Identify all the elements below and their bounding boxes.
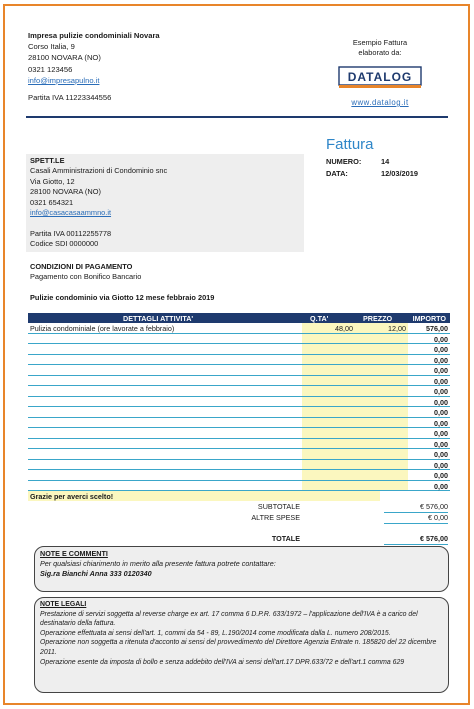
row-amount: 576,00 [426,324,448,333]
row-qty: 48,00 [302,323,355,333]
row-price [355,460,408,470]
row-amount: 0,00 [434,450,448,459]
total-divider [384,544,448,545]
subtotal-value: € 576,00 [420,502,448,511]
client-block [30,156,167,218]
sender-city: 28100 NOVARA (NO) [28,53,101,63]
subtotal-label: SUBTOTALE [257,502,300,511]
logo-url-link[interactable]: www.datalog.it [351,98,409,107]
legal-content [40,600,444,667]
row-price [355,355,408,365]
client-vat: Partita IVA 00112255778 [30,229,112,238]
row-description: Pulizia condominiale (ore lavorate a febbraio) [30,324,175,333]
legal-heading: NOTE LEGALI [40,601,87,608]
table-row [28,418,450,429]
row-price [355,407,408,417]
table-row [28,344,450,355]
extra-costs-value: € 0,00 [428,513,448,522]
row-qty [302,460,355,470]
invoice-number: 14 [381,157,390,166]
row-price [355,470,408,480]
row-qty [302,397,355,407]
table-header [28,313,450,323]
client-tax-block [30,229,111,250]
table-row [28,323,450,334]
table-row [28,428,450,439]
row-price [355,397,408,407]
invoice-meta [326,156,418,180]
legal-paragraph-4: Operazione esente da imposta di bollo e senza addebito dell'IVA ai sensi dell'art.17 DPR.633/72 e dell'art.1 comma 629 [40,658,405,666]
logo-caption-line2: elaborato da: [358,48,402,57]
invoice-title: Fattura [326,136,374,153]
legal-paragraph-1: Prestazione di servizi soggetta al reverse charge ex art. 17 comma 6 D.P.R. 633/1972 – l'applicazione dell'IVA è a carico del destinatario della fattura. [40,610,418,628]
table-row [28,397,450,408]
notes-heading: NOTE E COMMENTI [40,549,108,558]
table-row [28,355,450,366]
table-row [28,376,450,387]
row-amount: 0,00 [434,387,448,396]
row-amount: 0,00 [434,397,448,407]
client-sdi: Codice SDI 0000000 [30,239,99,249]
invoice-date: 12/03/2019 [381,169,418,178]
row-price [355,334,408,344]
items-table [28,313,450,491]
row-amount: 0,00 [434,418,448,428]
invoice-number-label: NUMERO: [326,157,362,166]
notes-line1: Per qualsiasi chiarimento in merito alla presente fattura potrete contattare: [40,559,276,568]
row-qty [302,334,355,344]
client-city: 28100 NOVARA (NO) [30,187,101,197]
client-phone: 0321 654321 [30,197,74,207]
logo-brand-text: DATALOG [347,70,413,84]
row-qty [302,376,355,386]
payment-text: Pagamento con Bonifico Bancario [30,272,142,282]
row-qty [302,428,355,438]
row-qty [302,407,355,417]
header-amount: IMPORTO [412,314,446,323]
client-heading: SPETT.LE [30,156,65,165]
total-label: TOTALE [271,534,300,543]
total-value: € 576,00 [420,534,448,543]
header-price: PREZZO [363,314,393,323]
row-qty [302,470,355,480]
sender-email-link[interactable]: info@impresapulno.it [28,75,100,85]
table-row [28,386,450,397]
extra-divider [384,523,448,524]
table-row [28,481,450,492]
row-amount: 0,00 [434,334,448,344]
row-amount: 0,00 [434,460,448,470]
header-divider [26,116,448,118]
row-qty [302,418,355,428]
payment-heading: CONDIZIONI DI PAGAMENTO [30,262,133,271]
notes-contact: Sig.ra Bianchi Anna 333 0120340 [40,569,152,578]
row-price [355,386,408,396]
table-row [28,470,450,481]
row-amount: 0,00 [434,355,448,365]
row-price [355,344,408,354]
table-body [28,323,450,491]
row-price [355,481,408,491]
client-name: Casali Amministrazioni di Condominio snc [30,166,168,176]
row-amount: 0,00 [434,471,448,480]
row-price [355,428,408,438]
sender-block [28,30,160,86]
row-amount: 0,00 [434,366,448,375]
row-qty [302,365,355,375]
logo-caption [330,38,430,58]
table-row [28,439,450,450]
sender-vat: Partita IVA 11223344556 [28,93,112,102]
row-price: 12,00 [355,323,408,333]
datalog-logo [337,63,424,93]
table-row [28,449,450,460]
logo-caption-line1: Esempio Fattura [352,38,408,47]
row-price [355,418,408,428]
table-row [28,407,450,418]
row-qty [302,449,355,459]
client-email-link[interactable]: info@casacasaammno.it [30,208,112,218]
row-qty [302,355,355,365]
row-amount: 0,00 [434,345,448,354]
row-amount: 0,00 [434,481,448,491]
legal-paragraph-2: Operazione effettuata ai sensi dell'art. 1, commi da 54 - 89, L.190/2014 come modificata dalla L. numero 208/2015. [40,629,391,637]
row-qty [302,344,355,354]
row-qty [302,386,355,396]
thanks-row: Grazie per averci scelto! [28,491,380,501]
table-row [28,334,450,345]
row-amount: 0,00 [434,429,448,438]
invoice-description: Pulizie condominio via Giotto 12 mese febbraio 2019 [30,293,215,302]
row-price [355,376,408,386]
table-row [28,365,450,376]
row-qty [302,481,355,491]
sender-name: Impresa pulizie condominiali Novara [28,31,160,40]
header-qty: Q.TA' [310,314,329,323]
sender-address: Corso Italia, 9 [28,42,75,52]
extra-costs-label: ALTRE SPESE [251,513,300,522]
legal-paragraph-3: Operazione non soggetta a ritenuta d'acconto ai sensi del provvedimento del Direttore Agenzia Entrate n. 185820 del 22 dicembre 2011. [40,639,437,656]
row-price [355,439,408,449]
row-price [355,449,408,459]
table-row [28,460,450,471]
payment-conditions [30,262,141,283]
client-address: Via Giotto, 12 [30,176,75,186]
invoice-date-label: DATA: [326,169,348,178]
notes-content [40,549,276,579]
row-amount: 0,00 [434,439,448,449]
row-qty [302,439,355,449]
row-price [355,365,408,375]
header-details: DETTAGLI ATTIVITA' [123,314,194,323]
sender-phone: 0321 123456 [28,64,73,74]
row-amount: 0,00 [434,376,448,386]
row-amount: 0,00 [434,408,448,417]
